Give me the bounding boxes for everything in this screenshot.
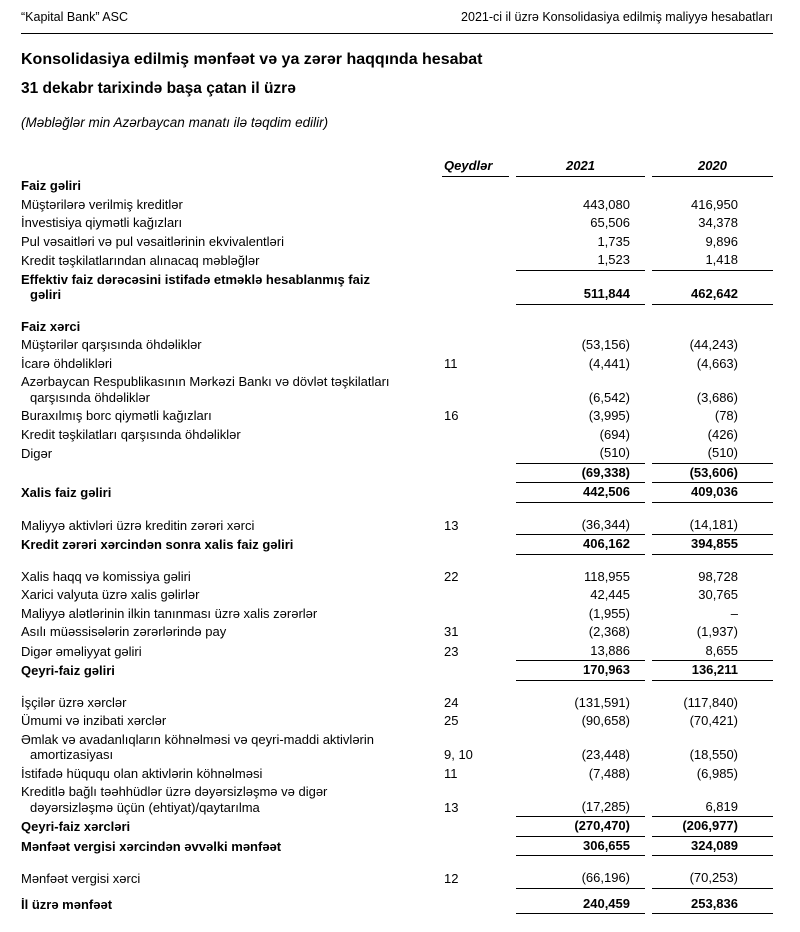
value-2021: 511,844 [516,271,645,305]
column-gap [509,642,516,662]
statement-row [21,586,773,605]
column-gap [645,444,652,464]
column-gap [509,568,516,587]
row-label: Müştərilər qarşısında öhdəliklər [21,337,202,352]
value-2021: (6,542) [588,389,630,405]
row-label: Mənfəət vergisi xərci [21,871,141,886]
statement-title: Konsolidasiya edilmiş mənfəət və ya zərər haqqında hesabat [21,51,483,68]
column-gap [645,623,652,642]
row-label: Maliyyə alətlərinin ilkin tanınması üzrə xalis zərərlər [21,605,318,621]
statement-period: 31 dekabr tarixində başa çatan il üzrə [21,80,296,97]
row-label: Faiz gəliri [21,178,81,193]
column-gap [645,214,652,233]
value-2021 [516,318,645,337]
column-gap [509,731,516,765]
row-note [442,661,509,681]
statement-row [21,623,773,642]
column-gap [645,568,652,587]
column-gap [509,712,516,731]
column-gap [645,464,652,484]
row-note: 22 [444,568,459,584]
row-note [442,605,509,624]
column-gap [645,605,652,624]
spacer-row [21,305,773,318]
value-2020: – [730,605,738,621]
column-gap [645,895,652,915]
value-2021: 1,523 [516,251,645,271]
statement-row [21,444,773,464]
column-gap [645,233,652,252]
row-note: 23 [444,643,459,659]
column-gap [645,196,652,215]
column-gap [509,623,516,642]
row-label: İşçilər üzrə xərclər [21,694,127,710]
column-gap [645,712,652,731]
row-note [442,817,509,837]
column-gap [509,694,516,713]
column-gap [509,196,516,215]
column-gap [509,586,516,605]
row-note [442,444,509,464]
statement-row [21,712,773,731]
value-2021: (53,156) [581,337,630,352]
value-2021: (36,344) [516,516,645,536]
value-2020: (53,606) [652,464,773,484]
row-note: 25 [444,713,459,728]
column-gap [645,817,652,837]
table-header-row [21,158,773,177]
column-gap [509,783,516,817]
value-2021: 406,162 [516,535,645,555]
row-note [442,895,509,915]
value-2021: (90,658) [581,713,630,728]
column-gap [509,765,516,784]
statement-row [21,483,773,503]
value-2020: (70,421) [689,713,738,728]
row-label: Azərbaycan Respublikasının Mərkəzi Bankı və dövlət təşkilatları qarşısında öhdəliklər [21,374,390,405]
column-gap [509,895,516,915]
value-2020: (510) [652,444,773,464]
row-note: 24 [444,694,459,710]
statement-row [21,783,773,817]
row-label: Ümumi və inzibati xərclər [21,713,167,728]
row-note [442,271,509,305]
col-header-2020: 2020 [652,158,773,177]
row-label: İnvestisiya qiymətli kağızları [21,215,183,230]
statement-row [21,869,773,889]
value-2020: (426) [707,426,738,442]
spacer-row [21,856,773,869]
statement-row [21,196,773,215]
spacer-row [21,555,773,568]
row-note [442,214,509,233]
row-label: Kreditlə bağlı təəhhüdlər üzrə dəyərsizləşmə və digər dəyərsizləşmə üçün (ehtiyat)/qaytarılma [21,784,328,815]
row-note: 12 [444,871,459,886]
row-note: 11 [444,765,458,781]
statement-row [21,464,773,484]
row-label: Xarici valyuta üzrə xalis gəlirlər [21,587,200,602]
value-2021: 1,735 [597,233,630,249]
statement-row [21,605,773,624]
value-2020: 409,036 [652,483,773,503]
column-gap [509,407,516,426]
value-2021: 65,506 [590,215,630,230]
value-2020 [652,318,773,337]
column-gap [509,483,516,503]
row-note: 11 [444,355,458,371]
row-note [442,177,509,196]
column-gap [509,444,516,464]
statement-row [21,568,773,587]
row-label: İstifadə hüququ olan aktivlərin köhnəlməsi [21,765,263,781]
value-2021: (1,955) [588,605,630,621]
row-note [442,373,509,407]
doc-header-report-name: 2021-ci il üzrə Konsolidasiya edilmiş maliyyə hesabatları [461,10,773,24]
column-gap [645,177,652,196]
value-2021: (4,441) [588,355,630,371]
value-2020: 9,896 [705,233,738,249]
column-gap [645,271,652,305]
column-gap [645,837,652,857]
statement-row [21,817,773,837]
column-gap [509,661,516,681]
col-header-2021: 2021 [516,158,645,177]
row-label: İcarə öhdəlikləri [21,355,113,371]
value-2021: 170,963 [516,661,645,681]
value-2021: (7,488) [588,765,630,781]
section-header-row [21,177,773,196]
row-label: Kredit təşkilatları qarşısında öhdəliklər [21,426,241,442]
column-gap [645,516,652,536]
statement-row [21,233,773,252]
row-label: Mənfəət vergisi xərcindən əvvəlki mənfəət [21,838,282,854]
row-label: Faiz xərci [21,318,81,334]
row-note: 13 [444,799,459,815]
value-2020: (4,663) [696,355,738,371]
column-gap [645,535,652,555]
value-2020: 136,211 [652,661,773,681]
value-2020: 98,728 [698,568,738,584]
value-2021: (3,995) [588,408,630,423]
value-2020: 462,642 [652,271,773,305]
value-2020: 416,950 [691,196,738,212]
column-gap [509,605,516,624]
row-label: Kredit təşkilatlarından alınacaq məbləğlər [21,253,260,268]
value-2020: (78) [714,408,738,423]
row-note [442,535,509,555]
column-gap [509,426,516,445]
row-note: 9, 10 [444,747,473,762]
row-note [442,251,509,271]
value-2021: 306,655 [516,837,645,857]
statement-row [21,731,773,765]
value-2020: 6,819 [652,783,773,817]
statement-table [21,158,773,914]
column-gap [509,233,516,252]
column-gap [509,177,516,196]
row-note [442,233,509,252]
value-2020: (117,840) [683,694,738,710]
spacer-row [21,681,773,694]
col-header-label [21,158,442,177]
column-gap [509,373,516,407]
row-label: Qeyri-faiz gəliri [21,663,115,678]
value-2020: (70,253) [652,869,773,889]
value-2020: (1,937) [696,624,738,639]
statement-row [21,694,773,713]
value-2020: 8,655 [652,642,773,662]
value-2020: (206,977) [652,817,773,837]
row-note [442,336,509,355]
value-2021: 443,080 [583,196,630,212]
column-gap [509,535,516,555]
statement-row [21,336,773,355]
value-2020: 324,089 [652,837,773,857]
value-2021: (510) [516,444,645,464]
currency-note: (Məbləğlər min Azərbaycan manatı ilə təqdim edilir) [21,115,329,130]
section-header-row [21,318,773,337]
row-label: Maliyyə aktivləri üzrə kreditin zərəri xərci [21,517,255,533]
column-gap [645,355,652,374]
row-label [21,464,442,484]
value-2021: (66,196) [516,869,645,889]
column-gap [645,318,652,337]
value-2020: 30,765 [698,587,738,602]
col-gap [509,158,516,177]
row-note: 31 [444,624,459,639]
row-label: Kredit zərəri xərcindən sonra xalis faiz gəliri [21,537,294,552]
value-2020: 253,836 [652,895,773,915]
spacer-row [21,503,773,516]
statement-body [21,177,773,914]
statement-row [21,426,773,445]
row-label: Müştərilərə verilmiş kreditlər [21,196,183,212]
value-2021: (17,285) [516,783,645,817]
row-label: Digər [21,446,53,461]
statement-row [21,407,773,426]
statement-row [21,373,773,407]
value-2020: 34,378 [698,215,738,230]
value-2020: (44,243) [689,337,738,352]
column-gap [645,407,652,426]
column-gap [645,694,652,713]
row-note [442,483,509,503]
value-2020: 1,418 [652,251,773,271]
row-note [442,586,509,605]
column-gap [509,271,516,305]
column-gap [509,336,516,355]
statement-row [21,837,773,857]
row-note [442,426,509,445]
statement-row [21,642,773,662]
row-label: Qeyri-faiz xərcləri [21,819,131,834]
value-2021: (694) [599,426,630,442]
row-note [442,837,509,857]
row-label: Asılı müəssisələrin zərərlərində pay [21,624,227,639]
row-label: Xalis faiz gəliri [21,485,112,500]
statement-row [21,895,773,915]
column-gap [509,214,516,233]
column-gap [509,516,516,536]
column-gap [645,251,652,271]
row-label: İl üzrə mənfəət [21,896,113,912]
column-gap [645,731,652,765]
column-gap [509,251,516,271]
value-2021: (23,448) [581,747,630,762]
column-gap [509,464,516,484]
row-label: Pul vəsaitləri və pul vəsaitlərinin ekvivalentləri [21,233,285,249]
value-2020: (6,985) [696,765,738,781]
row-label: Digər əməliyyat gəliri [21,643,142,659]
row-label: Xalis haqq və komissiya gəliri [21,568,191,584]
column-gap [509,355,516,374]
value-2021: 240,459 [516,895,645,915]
row-label: Əmlak və avadanlıqların köhnəlməsi və qeyri-maddi aktivlərin amortizasiyası [21,731,374,762]
value-2020 [652,177,773,196]
value-2021: (2,368) [588,624,630,639]
value-2021: 442,506 [516,483,645,503]
value-2020: (14,181) [652,516,773,536]
value-2021: 13,886 [516,642,645,662]
value-2021: (270,470) [516,817,645,837]
column-gap [645,642,652,662]
column-gap [645,586,652,605]
statement-row [21,271,773,305]
row-label: Effektiv faiz dərəcəsini istifadə etməklə hesablanmış faiz gəliri [21,271,370,302]
column-gap [645,336,652,355]
value-2020: (18,550) [689,747,738,762]
value-2021: (131,591) [574,694,630,710]
column-gap [645,661,652,681]
col-header-notes: Qeydlər [442,158,509,177]
value-2020: (3,686) [696,389,738,405]
statement-row [21,251,773,271]
column-gap [645,783,652,817]
doc-header-company: “Kapital Bank” ASC [21,10,128,24]
column-gap [645,765,652,784]
value-2020: 394,855 [652,535,773,555]
col-gap [645,158,652,177]
document-header [21,10,773,34]
row-note: 13 [444,517,459,533]
column-gap [509,869,516,889]
statement-row [21,516,773,536]
column-gap [645,373,652,407]
row-note [442,318,509,337]
value-2021 [516,177,645,196]
column-gap [509,817,516,837]
value-2021: 118,955 [583,568,630,584]
statement-row [21,765,773,784]
row-note: 16 [444,408,459,423]
column-gap [645,869,652,889]
column-gap [645,483,652,503]
row-label: Buraxılmış borc qiymətli kağızları [21,408,212,423]
statement-row [21,535,773,555]
row-note [442,464,509,484]
statement-row [21,214,773,233]
value-2021: (69,338) [516,464,645,484]
row-note [442,196,509,215]
statement-row [21,355,773,374]
value-2021: 42,445 [590,587,630,602]
column-gap [645,426,652,445]
column-gap [509,318,516,337]
statement-row [21,661,773,681]
column-gap [509,837,516,857]
